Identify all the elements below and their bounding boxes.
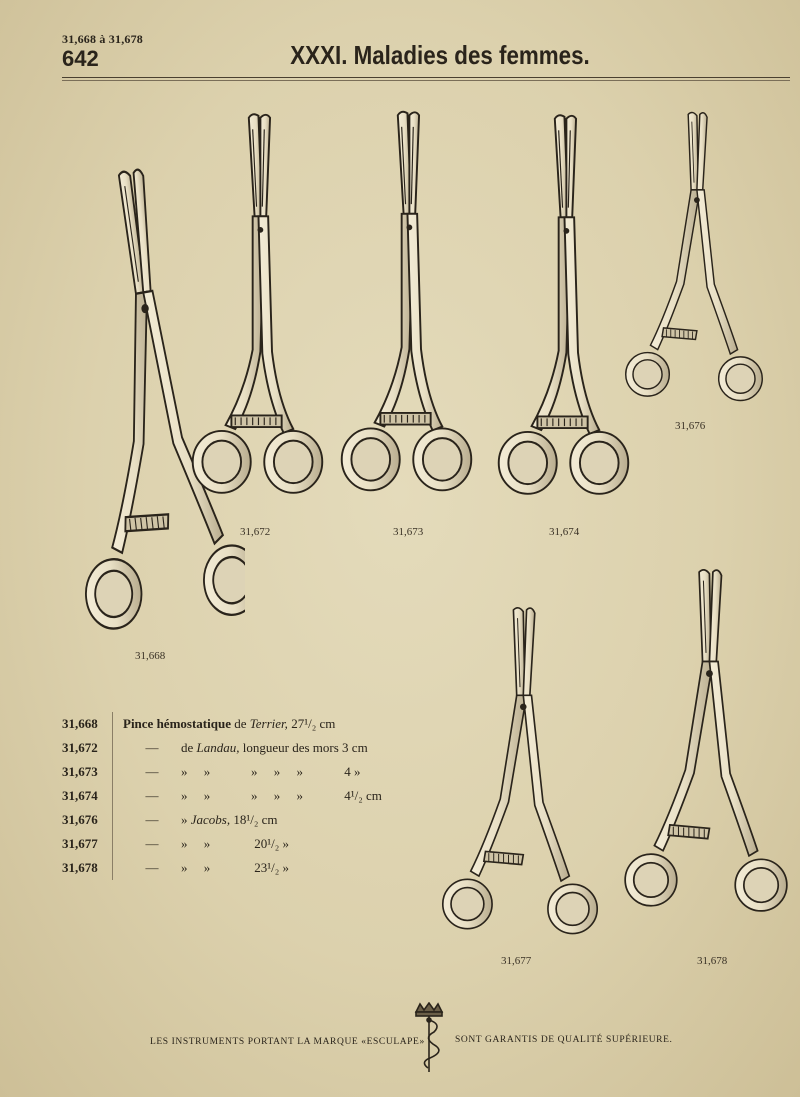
item-number: 31,668 — [62, 716, 98, 731]
table-row — [62, 832, 382, 856]
page-number: 642 — [62, 46, 99, 71]
item-size: 18¹/₂ cm — [230, 812, 278, 827]
item-description — [123, 716, 335, 732]
ditto-dash: — — [145, 740, 159, 755]
header-rule-thin — [62, 80, 790, 81]
ditto-marks: » » — [181, 764, 211, 779]
ditto-dash: — — [145, 860, 159, 875]
esculape-logo-icon — [410, 1002, 448, 1079]
table-row — [62, 736, 382, 760]
table-row — [62, 712, 382, 736]
ditto-marks: » » — [181, 836, 211, 851]
footer-text-right: SONT GARANTIS DE QUALITÉ SUPÉRIEURE. — [455, 1035, 673, 1045]
item-desc-part: de — [181, 740, 197, 755]
item-description — [123, 740, 368, 756]
item-size: 27¹/₂ cm — [287, 716, 336, 731]
caption-31673: 31,673 — [393, 526, 424, 538]
ditto-marks: » — [181, 812, 191, 827]
page-title: XXXI. Maladies des femmes. — [290, 40, 590, 70]
instrument-31676-image — [598, 110, 790, 415]
instrument-31673-image — [334, 98, 479, 523]
ditto-marks: » » — [181, 788, 211, 803]
column-divider — [112, 784, 113, 808]
item-size: longueur des mors 3 cm — [239, 740, 368, 755]
header-rule — [62, 77, 790, 78]
item-description — [123, 764, 361, 780]
column-divider — [112, 808, 113, 832]
caption-31672: 31,672 — [240, 526, 271, 538]
item-description — [123, 836, 289, 852]
column-divider — [112, 736, 113, 760]
caption-31676: 31,676 — [675, 420, 706, 432]
ditto-marks: » » » — [251, 788, 303, 803]
item-description — [123, 812, 278, 828]
item-author: Landau, — [196, 740, 240, 755]
item-number: 31,672 — [62, 740, 98, 755]
instrument-31678-image — [620, 545, 792, 950]
ditto-dash: — — [145, 812, 159, 827]
item-number: 31,677 — [62, 836, 98, 851]
item-author: Terrier, — [249, 716, 288, 731]
table-row — [62, 760, 382, 784]
item-size: 4¹/₂ cm — [341, 788, 382, 803]
ditto-dash: — — [145, 764, 159, 779]
ditto-marks: » » » — [251, 764, 303, 779]
caption-31678: 31,678 — [697, 955, 728, 967]
table-row — [62, 784, 382, 808]
table-row — [62, 808, 382, 832]
item-number: 31,678 — [62, 860, 98, 875]
item-author: Jacobs, — [190, 812, 231, 827]
instrument-31672-image — [185, 103, 330, 523]
item-description — [123, 860, 289, 876]
item-size: 4 » — [341, 764, 361, 779]
item-range: 31,668 à 31,678 — [62, 32, 143, 46]
item-number: 31,676 — [62, 812, 98, 827]
ditto-dash: — — [145, 788, 159, 803]
ditto-marks: » » — [181, 860, 211, 875]
caption-31677: 31,677 — [501, 955, 532, 967]
caption-31668: 31,668 — [135, 650, 166, 662]
item-desc-part: de — [230, 716, 250, 731]
caption-31674: 31,674 — [549, 526, 580, 538]
instrument-table — [62, 712, 382, 880]
column-divider — [112, 856, 113, 880]
item-description — [123, 788, 382, 804]
item-number: 31,673 — [62, 764, 98, 779]
ditto-dash: — — [145, 836, 159, 851]
item-size: 23¹/₂ » — [251, 860, 290, 875]
column-divider — [112, 832, 113, 856]
item-size: 20¹/₂ » — [251, 836, 290, 851]
instrument-31677-image — [425, 605, 615, 950]
column-divider — [112, 760, 113, 784]
item-number: 31,674 — [62, 788, 98, 803]
table-row — [62, 856, 382, 880]
item-name: Pince hémostatique — [123, 716, 231, 731]
column-divider — [112, 712, 113, 736]
footer-text-left: LES INSTRUMENTS PORTANT LA MARQUE «ESCULAPE» — [150, 1037, 425, 1047]
